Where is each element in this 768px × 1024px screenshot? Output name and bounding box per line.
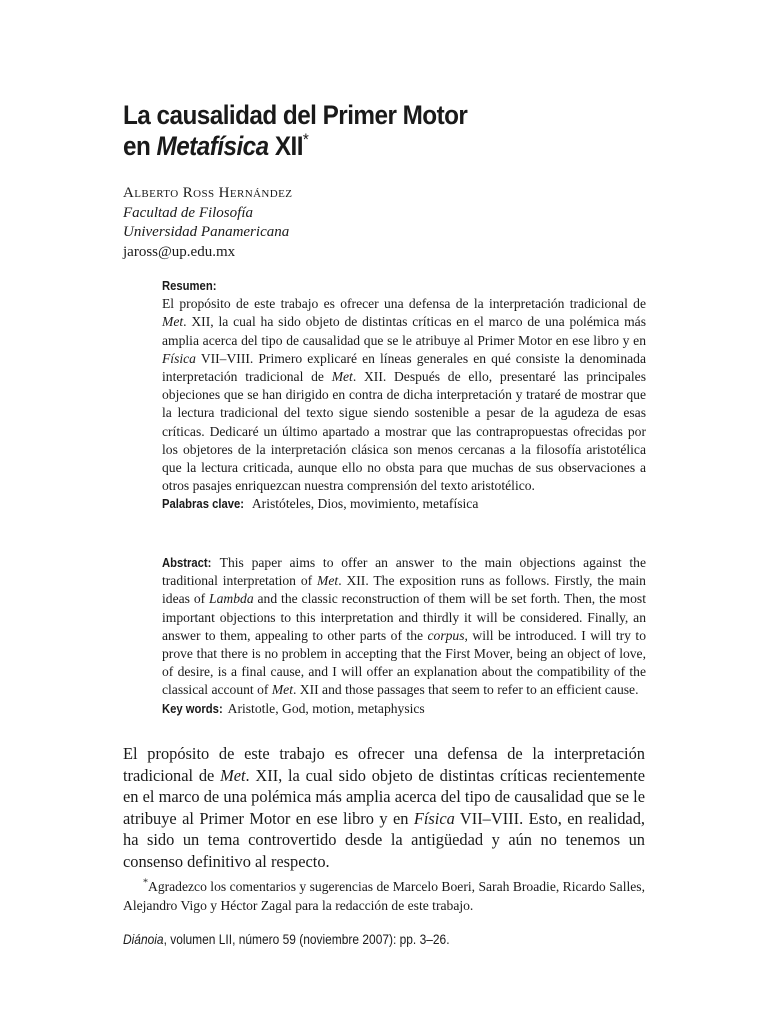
title-italic-work: Metafísica <box>156 131 269 161</box>
resumen-text-part: VII–VIII. Primero explicaré en líneas generales en qué consiste la denominada interpretación tradicional de <box>162 350 646 385</box>
abstract-text-part: . XII. The exposition runs as follows. Firstly, the main ideas of <box>162 573 646 607</box>
author-block <box>123 184 643 262</box>
author-university: Universidad Panamericana <box>123 224 290 240</box>
body-italic-met: Met <box>220 765 246 785</box>
abstract-label: Abstract: <box>162 555 212 570</box>
journal-name: Diánoia <box>123 932 164 947</box>
key-words-list: Aristotle, God, motion, metaphysics <box>224 700 425 716</box>
resumen-label: Resumen: <box>162 278 217 293</box>
title-suffix: XII <box>268 131 303 161</box>
key-words-label: Key words: <box>162 700 223 716</box>
title-prefix: en <box>123 131 157 161</box>
abstract-text <box>162 554 646 700</box>
abstract-text-part: . XII and those passages that seem to refer to an efficient cause. <box>292 682 639 698</box>
abstract-keywords <box>162 700 646 718</box>
footnote-text: Agradezco los comentarios y sugerencias de Marcelo Boeri, Sarah Broadie, Ricardo Salles, Alejandro Vigo y Héctor Zagal para la redacción de este trabajo. <box>123 879 645 913</box>
abstract-text-part: and the classic reconstruction of them will be set forth. Then, the most important objections to this interpretation and thirdly it will be considered. Finally, an answer to them, appealing to other parts of the <box>162 591 646 643</box>
footnote-mark: * <box>143 877 148 889</box>
body-text <box>123 743 645 873</box>
title-footnote-mark: * <box>302 130 309 149</box>
resumen-italic-met: Met <box>162 314 184 330</box>
title-line-2 <box>123 131 627 162</box>
journal-citation <box>123 931 582 949</box>
footnote <box>123 877 645 915</box>
abstract-italic-met: Met <box>271 682 293 698</box>
body-text-part: El propósito de este trabajo es ofrecer una defensa de la interpretación tradicional de <box>123 744 645 785</box>
author-faculty: Facultad de Filosofía <box>123 204 253 221</box>
keywords-label: Palabras clave: <box>162 496 245 512</box>
abstract-text-part: This paper aims to offer an answer to the main objections against the traditional interpretation of <box>162 555 646 589</box>
author-name: Alberto Ross Hernández <box>123 185 293 201</box>
resumen-text <box>162 295 646 495</box>
body-paragraph <box>123 743 645 873</box>
abstract-italic-corpus: corpus <box>427 627 465 643</box>
abstract-italic-lambda: Lambda <box>209 591 254 607</box>
body-italic-fisica: Física <box>413 808 455 828</box>
resumen-text-part: . XII. Después de ello, presentaré las principales objeciones que se han dirigido en contra de dicha interpretación y trataré de mostrar que la lectura tradicional del texto sigue siendo sostenible a pesar de la agudeza de esas críticas. Dedicaré un último apartado a mostrar que las contrapropuestas ofrecidas por los objetores de la interpretación clásica son menos cercanas a la filosofía aristotélica que la lectura criticada, aunque ello no obsta para que muchas de sus observaciones a otros pasajes enriquezcan nuestra comprensión del texto aristotélico. <box>162 369 646 494</box>
title-line-1: La causalidad del Primer Motor <box>123 100 468 130</box>
abstract-section <box>162 554 646 718</box>
resumen-italic-met: Met <box>331 369 353 385</box>
abstract-italic-met: Met <box>317 573 339 589</box>
resumen-section <box>162 277 646 514</box>
resumen-italic-fisica: Física <box>162 350 196 366</box>
journal-details: , volumen LII, número 59 (noviembre 2007): pp. 3–26. <box>163 932 450 947</box>
author-email[interactable]: jaross@up.edu.mx <box>123 243 236 260</box>
resumen-text-part: . XII, la cual ha sido objeto de distintas críticas en el marco de una polémica más amplia acerca del tipo de causalidad que se le atribuye al Primer Motor en ese libro y en <box>162 314 646 348</box>
abstract-text-part: , will be introduced. I will try to prove that there is no problem in accepting that the First Mover, being an object of love, of desire, is a final cause, and I will offer an explanation about the compatibility of the classical account of <box>162 627 646 698</box>
article-title <box>123 100 627 162</box>
resumen-keywords <box>162 495 646 513</box>
keywords-list: Aristóteles, Dios, movimiento, metafísica <box>249 496 479 512</box>
body-text-part: . XII, la cual sido objeto de distintas críticas recientemente en el marco de una polémica más amplia acerca del tipo de causalidad que se le atribuye al Primer Motor en ese libro y en <box>123 765 646 828</box>
body-text-part: VII–VIII. Esto, en realidad, ha sido un tema controvertido desde la antigüedad y aún no tenemos un consenso definitivo al respecto. <box>123 808 645 871</box>
resumen-text-part: El propósito de este trabajo es ofrecer una defensa de la interpretación tradicional de <box>162 296 646 312</box>
